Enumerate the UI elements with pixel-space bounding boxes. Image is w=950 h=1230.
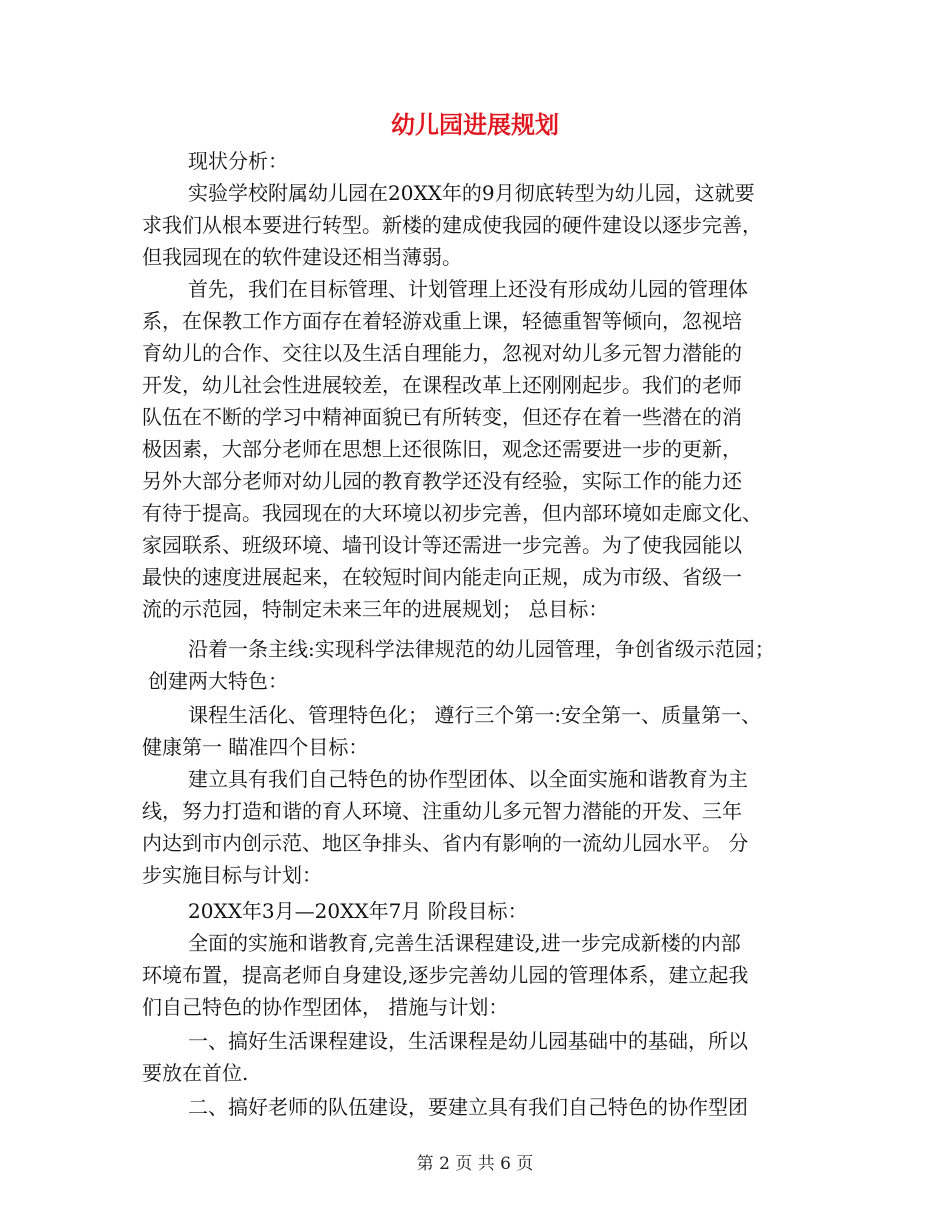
body-line: 极因素，大部分老师在思想上还很陈旧，观念还需要进一步的更新， xyxy=(142,437,742,461)
body-line: 实验学校附属幼儿园在20XX年的9月彻底转型为幼儿园，这就要 xyxy=(188,181,755,205)
body-line: 环境布置，提高老师自身建设,逐步完善幼儿园的管理体系，建立起我 xyxy=(142,963,749,987)
body-line: 另外大部分老师对幼儿园的教育教学还没有经验，实际工作的能力还 xyxy=(142,469,742,493)
body-line: 首先，我们在目标管理、计划管理上还没有形成幼儿园的管理体 xyxy=(188,277,748,301)
body-line: 但我园现在的软件建设还相当薄弱。 xyxy=(142,245,462,269)
body-line: 开发，幼儿社会性进展较差，在课程改革上还刚刚起步。我们的老师 xyxy=(142,373,742,397)
body-line: 流的示范园，特制定未来三年的进展规划； 总目标： xyxy=(142,597,609,621)
body-line: 沿着一条主线:实现科学法律规范的幼儿园管理，争创省级示范园； xyxy=(188,637,775,661)
body-line: 全面的实施和谐教育,完善生活课程建设,进一步完成新楼的内部 xyxy=(188,931,741,955)
body-line: 20XX年3月—20XX年7月 阶段目标： xyxy=(188,899,528,923)
body-line: 求我们从根本要进行转型。新楼的建成使我园的硬件建设以逐步完善， xyxy=(142,213,762,237)
body-line: 队伍在不断的学习中精神面貌已有所转变，但还存在着一些潜在的消 xyxy=(142,405,742,429)
body-line: 要放在首位. xyxy=(142,1061,249,1085)
document-title: 幼儿园进展规划 xyxy=(391,110,559,139)
body-line: 建立具有我们自己特色的协作型团体、以全面实施和谐教育为主 xyxy=(188,767,748,791)
body-line: 们自己特色的协作型团体， 措施与计划： xyxy=(142,995,509,1019)
body-line: 最快的速度进展起来，在较短时间内能走向正规，成为市级、省级一 xyxy=(142,565,742,589)
body-line: 一、搞好生活课程建设，生活课程是幼儿园基础中的基础，所以 xyxy=(188,1029,748,1053)
body-line: 二、搞好老师的队伍建设，要建立具有我们自己特色的协作型团 xyxy=(188,1095,748,1119)
body-line: 有待于提高。我园现在的大环境以初步完善，但内部环境如走廊文化、 xyxy=(142,501,762,525)
page-number-footer: 第 2 页 共 6 页 xyxy=(416,1154,534,1174)
body-line: 内达到市内创示范、地区争排头、省内有影响的一流幼儿园水平。 分 xyxy=(142,831,749,855)
body-line: 课程生活化、管理特色化； 遵行三个第一:安全第一、质量第一、 xyxy=(188,703,762,727)
body-line: 创建两大特色： xyxy=(148,669,288,693)
body-line: 现状分析： xyxy=(188,149,288,173)
body-line: 系，在保教工作方面存在着轻游戏重上课，轻德重智等倾向，忽视培 xyxy=(142,309,742,333)
body-line: 线，努力打造和谐的育人环境、注重幼儿多元智力潜能的开发、三年 xyxy=(142,799,742,823)
body-line: 育幼儿的合作、交往以及生活自理能力，忽视对幼儿多元智力潜能的 xyxy=(142,341,742,365)
body-line: 健康第一 瞄准四个目标： xyxy=(142,735,369,759)
body-line: 步实施目标与计划： xyxy=(142,863,322,887)
body-line: 家园联系、班级环境、墙刊设计等还需进一步完善。为了使我园能以 xyxy=(142,533,742,557)
